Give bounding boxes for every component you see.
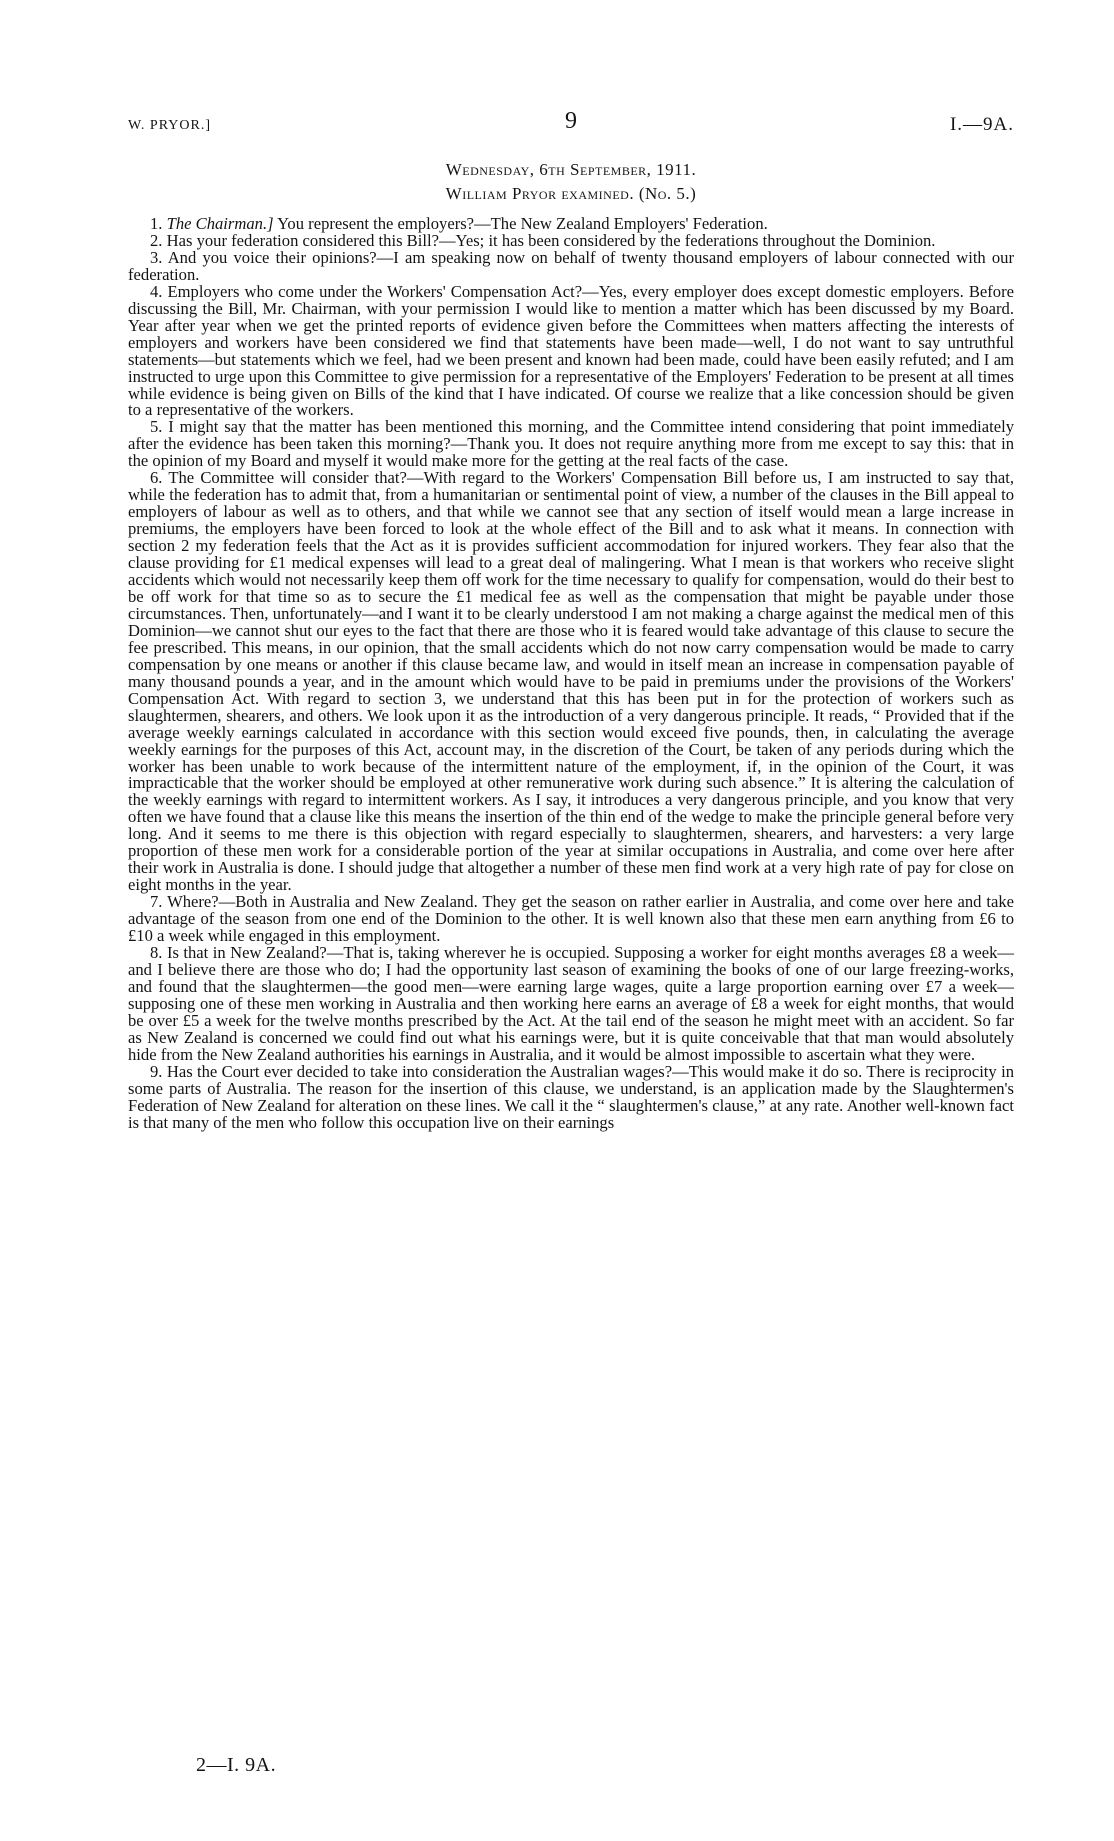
paragraph-number: 1. [150, 214, 163, 233]
paragraph-9 [128, 1061, 1014, 1132]
signature-footer: 2—I. 9A. [196, 1754, 277, 1776]
paragraph-text: I might say that the matter has been mentioned this morning, and the Committee intend considering that point immediately after the evidence has been taken this morning?—Thank you. It does not require anything more from me except to say this: that in the opinion of my Board and myself it would make more for the getting at the real facts of the case. [128, 417, 1014, 471]
date-heading: Wednesday, 6th September, 1911. [445, 160, 697, 179]
paragraph-text: Employers who come under the Workers' Compensation Act?—Yes, every employer does except domestic employers. Before discussing the Bill, Mr. Chairman, with your permission I would like to mention a matter which has been discussed by my Board. Year after year when we get the printed reports of evidence given before the Committees when matters affecting the interests of employers and workers have been considered we find that statements have been made—well, I do not want to say untruthful statements—but statements which we feel, had we been present and known had been made, could have been easily refuted; and I am instructed to urge upon this Committee to give permission for a representative of the Employers' Federation to be present at all times while evidence is being given on Bills of the kind that I have indicated. Of course we realize that a like concession should be given to a representative of the workers. [128, 281, 1014, 420]
paragraph-text: Is that in New Zealand?—That is, taking wherever he is occupied. Supposing a worker for eight months averages £8 a week—and I believe there are those who do; I had the opportunity last season of examining the books of one of our large freezing-works, and found that the slaughtermen—the good men—were earning large wages, quite a large proportion earning over £7 a week—supposing one of these men working in Australia and then working here earns an average of £8 a week for eight months, that would be over £5 a week for the twelve months prescribed by the Act. At the tail end of the season he might meet with an accident. So far as New Zealand is concerned we could find out what his earnings were, but it is quite conceivable that that man would absolutely hide from the New Zealand authorities his earnings in Australia, and it would be almost impossible to ascertain what they were. [128, 942, 1014, 1064]
paragraph-number: 3. [150, 247, 163, 267]
header-witness-name: W. PRYOR.] [128, 118, 212, 133]
paragraph-number: 4. [150, 281, 163, 301]
paragraph-4 [128, 281, 1014, 420]
paragraph-3 [128, 247, 1015, 284]
paragraph-text: Where?—Both in Australia and New Zealand. They get the season on rather earlier in Australia, and come over here and take advantage of the season from one end of the Dominion to the other. It is well known also that these men earn anything from £6 to £10 a week while engaged in this employment. [128, 892, 1014, 946]
speaker-label: The Chairman.] [166, 214, 274, 233]
paragraph-number: 6. [150, 468, 163, 488]
paragraph-number: 5. [150, 417, 163, 437]
page-header [128, 108, 1014, 140]
paper-reference: I.—9A. [949, 114, 1014, 135]
witness-line: William Pryor examined. (No. 5.) [445, 184, 697, 203]
paragraph-number: 2. [150, 230, 163, 250]
paragraph-number: 9. [150, 1061, 163, 1081]
paragraph-number: 8. [150, 942, 163, 962]
paragraph-text: Has your federation considered this Bill?—Yes; it has been considered by the federations throughout the Dominion. [166, 230, 936, 250]
paragraph-number: 7. [150, 892, 163, 912]
paragraph-5 [128, 419, 1014, 470]
evidence-body [128, 216, 1014, 1131]
paragraph-text: And you voice their opinions?—I am speaking now on behalf of twenty thousand employers of labour connected with our federation. [128, 247, 1015, 284]
paragraph-text: The Committee will consider that?—With regard to the Workers' Compensation Bill before us, I am instructed to say that, while the federation has to admit that, from a humanitarian or sentimental point of view, a number of the clauses in the Bill appeal to employers of labour as well as to others, and that while we cannot see that any section of itself would mean a large increase in premiums, the employers have been forced to look at the whole effect of the Bill and to ask what it means. In connection with section 2 my federation feels that the Act as it is provides sufficient accommodation for injured workers. They fear also that the clause providing for £1 medical expenses will lead to a great deal of malingering. What I mean is that workers who receive slight accidents which would not necessarily keep them off work for the time necessary to qualify for compensation, would do their best to be off work for that time so as to secure the £1 medical fee as well as the compensation that might be payable under those circumstances. Then, unfortunately—and I want it to be clearly understood I am not making a charge against the medical men of this Dominion—we cannot shut our eyes to the fact that there are those who it is feared would take advantage of this clause to secure the fee prescribed. This means, in our opinion, that the small accidents which do not now carry compensation would be made to carry compensation by one means or another if this clause became law, and would in itself mean an increase in compensation payable of many thousand pounds a year, and in the amount which would have to be paid in premiums under the provisions of the Workers' Compensation Act. With regard to section 3, we understand that this has been put in for the protection of workers such as slaughtermen, shearers, and others. We look upon it as the introduction of a very dangerous principle. It reads, “ Provided that if the average weekly earnings calculated in accordance with this section would exceed five pounds, then, in calculating the average weekly earnings for the purposes of this Act, account may, in the discretion of the Court, be taken of any periods during which the worker has been unable to work because of the intermittent nature of the employment, if, in the opinion of the Court, it was impracticable that the worker should be employed at other remunerative work during such absence.” It is altering the calculation of the weekly earnings with regard to intermittent workers. As I say, it introduces a very dangerous principle, and you know that very often we have found that a clause like this means the insertion of the thin end of the wedge to make the principle general before very long. And it seems to me there is this objection with regard especially to slaughtermen, shearers, and harvesters: a very large proportion of these men work for a considerable portion of the year at similar occupations in Australia, and come over here after their work in Australia is done. I should judge that altogether a number of these men find work at a very high rate of pay for close on eight months in the year. [128, 468, 1014, 895]
page-number: 9 [565, 108, 577, 134]
paragraph-text: You represent the employers?—The New Zealand Employers' Federation. [277, 214, 768, 233]
witness-heading [128, 184, 1014, 204]
paragraph-text: Has the Court ever decided to take into consideration the Australian wages?—This would make it do so. There is reciprocity in some parts of Australia. The reason for the insertion of this clause, we understand, is an application made by the Slaughtermen's Federation of New Zealand for alteration on these lines. We call it the “ slaughtermen's clause,” at any rate. Another well-known fact is that many of the men who follow this occupation live on their earnings [128, 1061, 1014, 1132]
paragraph-6 [128, 470, 1014, 894]
paragraph-7 [128, 894, 1014, 945]
paragraph-8 [128, 942, 1014, 1064]
